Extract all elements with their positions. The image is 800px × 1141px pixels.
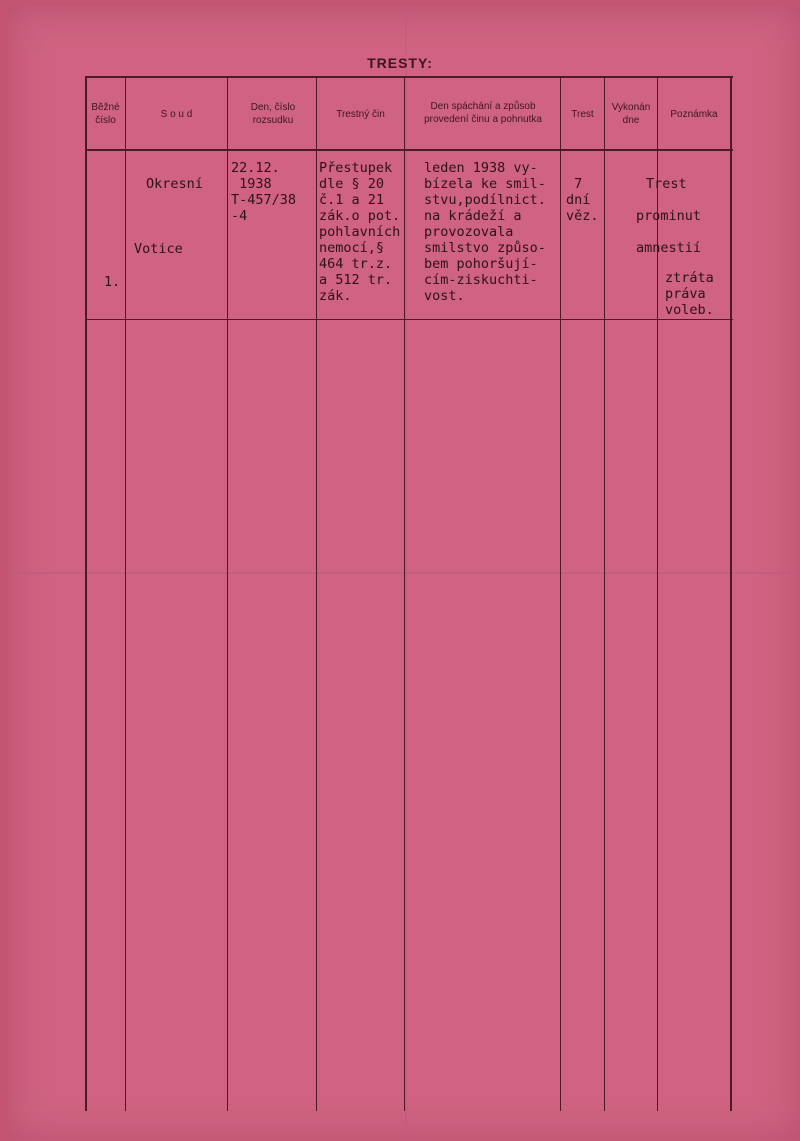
header-soud: S o u d — [160, 108, 193, 120]
offense-line: zák.o pot. — [319, 208, 401, 224]
column-divider — [657, 76, 658, 1111]
verdict-line: 22.12. — [231, 160, 280, 176]
act-line: leden 1938 vy- — [424, 160, 538, 176]
column-divider — [227, 76, 228, 1111]
header-bottom-border — [85, 149, 733, 151]
header-poznamka: Poznámka — [670, 108, 718, 120]
act-line: bízela ke smil- — [424, 176, 546, 192]
header-trestny-cin: Trestný čin — [336, 108, 385, 120]
note-line: amnestií — [636, 240, 702, 256]
row-divider — [85, 319, 733, 320]
offense-line: pohlavních — [319, 224, 401, 240]
column-divider — [125, 76, 126, 1111]
verdict-line: 1938 — [231, 176, 272, 192]
record-number: 1. — [104, 274, 121, 290]
header-trest: Trest — [571, 108, 594, 120]
table-left-border — [85, 76, 87, 1111]
table-right-border — [730, 76, 732, 1111]
sentence-line: věz. — [566, 208, 599, 224]
act-line: cím-ziskuchti- — [424, 272, 538, 288]
note-line: práva — [665, 286, 706, 302]
court-type: Okresní — [146, 176, 203, 192]
note-line: voleb. — [665, 302, 714, 318]
header-bezne-cislo: Běžné číslo — [91, 102, 120, 126]
header-vykonan-dne: Vykonán dne — [611, 102, 651, 126]
note-line: Trest — [646, 176, 687, 192]
header-den-cislo-rozsudku: Den, číslo rozsudku — [250, 102, 296, 126]
column-divider — [316, 76, 317, 1111]
offense-line: nemocí,§ — [319, 240, 385, 256]
column-divider — [404, 76, 405, 1111]
header-den-spachani: Den spáchání a způsob provedení činu a pohnutka — [424, 101, 542, 125]
note-line: ztráta — [665, 270, 714, 286]
offense-line: 464 tr.z. — [319, 256, 393, 272]
paper-fold-vertical — [405, 6, 407, 1141]
act-line: bem pohoršují- — [424, 256, 538, 272]
offense-line: zák. — [319, 288, 352, 304]
page-title: TRESTY: — [367, 55, 433, 71]
verdict-line: T-457/38 — [231, 192, 297, 208]
act-line: stvu,podílnict. — [424, 192, 546, 208]
sentence-line: dní — [566, 192, 591, 208]
act-line: vost. — [424, 288, 465, 304]
note-line: prominut — [636, 208, 702, 224]
column-divider — [604, 76, 605, 1111]
verdict-line: -4 — [231, 208, 248, 224]
offense-line: č.1 a 21 — [319, 192, 385, 208]
act-line: na krádeží a — [424, 208, 522, 224]
court-place: Votice — [134, 241, 183, 257]
sentence-line: 7 — [566, 176, 583, 192]
table-top-border — [85, 76, 733, 78]
offense-line: a 512 tr. — [319, 272, 393, 288]
offense-line: Přestupek — [319, 160, 393, 176]
offense-line: dle § 20 — [319, 176, 385, 192]
act-line: smilstvo způso- — [424, 240, 546, 256]
act-line: provozovala — [424, 224, 514, 240]
column-divider — [560, 76, 561, 1111]
